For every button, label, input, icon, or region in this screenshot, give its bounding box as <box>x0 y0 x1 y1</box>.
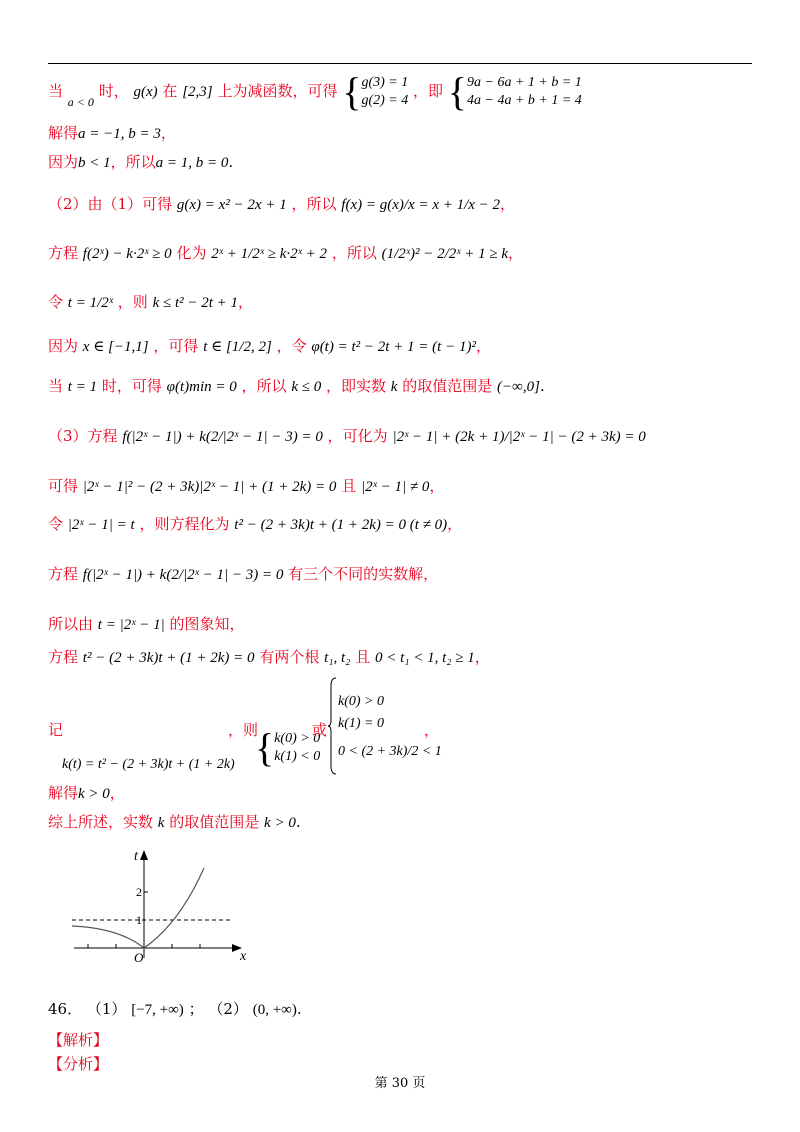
math: [−7, +∞) <box>131 1002 184 1018</box>
text: ，则 <box>228 721 259 739</box>
tag-jiexi: 【解析】 <box>48 1031 109 1049</box>
line-14: 方程 t² − (2 + 3k)t + (1 + 2k) = 0 有两个根 t₁, t₂ 且 0 < t₁ < 1, t₂ ≥ 1， <box>48 648 490 666</box>
math: f(|2ˣ − 1|) + k(2/|2ˣ − 1| − 3) = 0 <box>82 567 284 583</box>
math: g(2) = 4 <box>361 93 409 108</box>
line-7: 因为 x ∈ [−1,1] ，可得 t ∈ [1/2, 2] ，令 φ(t) = t² − 2t + 1 = (t − 1)²， <box>48 337 491 355</box>
text: 方程 <box>48 244 79 262</box>
text: ，即 <box>413 82 444 100</box>
text: ，则方程化为 <box>139 515 230 533</box>
math: g(3) = 1 <box>361 75 409 90</box>
text: 令 <box>48 293 64 311</box>
math: a < 0 <box>67 95 94 109</box>
page-footer: 第 30 页 <box>374 1076 426 1091</box>
math: t² − (2 + 3k)t + (1 + 2k) = 0 <box>82 650 255 666</box>
math: φ(t)min = 0 <box>166 379 237 395</box>
text: 可得 <box>48 477 79 495</box>
math: |2ˣ − 1|² − (2 + 3k)|2ˣ − 1| + (1 + 2k) = 0 <box>82 479 337 495</box>
system-1 <box>361 74 408 110</box>
math: k(0) > 0 <box>274 731 321 746</box>
text: 时， <box>98 82 129 100</box>
line-11: 令 |2ˣ − 1| = t ，则方程化为 t² − (2 + 3k)t + (1 + 2k) = 0 (t ≠ 0)， <box>48 515 463 533</box>
text: ； <box>188 1000 204 1018</box>
line-3: 因为b < 1，所以a = 1, b = 0. <box>48 153 234 171</box>
math: |2ˣ − 1| + (2k + 1)/|2ˣ − 1| − (2 + 3k) = 0 <box>392 429 646 445</box>
math: f(2ˣ) − k·2ˣ ≥ 0 <box>82 246 172 262</box>
x-axis-label: x <box>240 949 247 964</box>
brace-icon <box>328 676 338 776</box>
math: f(x) = g(x)/x = x + 1/x − 2 <box>341 197 501 213</box>
text: 化为 <box>176 244 207 262</box>
math: x ∈ [−1,1] <box>82 339 149 355</box>
y-axis-label: t <box>134 849 138 864</box>
function-graph <box>64 846 254 966</box>
text: 当 <box>48 377 64 395</box>
text: 解得 <box>48 784 79 802</box>
text: ，则 <box>117 293 148 311</box>
math-k-def: k(t) = t² − (2 + 3k)t + (1 + 2k) <box>62 757 235 772</box>
math: t₁, t₂ <box>324 650 351 666</box>
math: k ≤ 0 <box>291 379 322 395</box>
math: |2ˣ − 1| = t <box>67 517 135 533</box>
line-16: 解得k > 0， <box>48 784 125 802</box>
line-13 <box>48 614 245 635</box>
text: ，令 <box>276 337 307 355</box>
math: k <box>157 815 165 831</box>
math: k(1) = 0 <box>338 716 384 731</box>
text: 时，可得 <box>101 377 162 395</box>
math: t = |2ˣ − 1| <box>97 617 165 633</box>
math: k > 0 <box>264 815 296 831</box>
text: 的取值范围是 <box>402 377 493 395</box>
y-axis-arrow-icon <box>140 850 148 860</box>
text: ，即实数 <box>326 377 387 395</box>
math: [2,3] <box>182 84 213 100</box>
math: 0 < (2 + 3k)/2 < 1 <box>338 744 442 759</box>
question-46: 46． （1） [−7, +∞) ； （2） (0, +∞). <box>48 1000 302 1018</box>
text: 且 <box>341 477 357 495</box>
text: 令 <box>48 515 64 533</box>
text: 因为 <box>48 337 79 355</box>
math: k(0) > 0 <box>338 694 384 709</box>
line-4: （2）由（1）可得 g(x) = x² − 2x + 1 ，所以 f(x) = g(x)/x = x + 1/x − 2， <box>48 195 516 213</box>
math: 9a − 6a + 1 + b = 1 <box>467 75 582 90</box>
math: f(|2ˣ − 1|) + k(2/|2ˣ − 1| − 3) = 0 <box>122 429 323 445</box>
tag-fenxi: 【分析】 <box>48 1055 109 1073</box>
math: (1/2ˣ)² − 2/2ˣ + 1 ≥ k <box>381 246 509 262</box>
line-9 <box>48 426 646 447</box>
math: k <box>390 379 398 395</box>
math: b < 1 <box>78 155 111 171</box>
text: 因为 <box>48 153 79 171</box>
tick-label: 2 <box>136 885 142 899</box>
header-rule <box>48 63 752 64</box>
math: k(1) < 0 <box>274 749 321 764</box>
text: ，所以 <box>291 195 337 213</box>
math: g(x) <box>133 84 158 100</box>
text: 有两个根 <box>259 648 320 666</box>
text: 或 <box>312 721 328 739</box>
text: 的取值范围是 <box>169 813 260 831</box>
origin-label: O <box>134 950 144 965</box>
math: k > 0 <box>78 786 110 802</box>
math: a = −1, b = 3 <box>78 126 161 142</box>
math: t = 1/2ˣ <box>67 295 113 311</box>
text: （1） <box>86 1000 127 1018</box>
math: (0, +∞) <box>252 1002 297 1018</box>
question-number: 46． <box>48 1000 83 1018</box>
line-10: 可得 |2ˣ − 1|² − (2 + 3k)|2ˣ − 1| + (1 + 2k) = 0 且 |2ˣ − 1| ≠ 0， <box>48 477 445 495</box>
text: 在 <box>162 82 178 100</box>
text: 综上所述，实数 <box>48 813 154 831</box>
text: 方程 <box>48 565 79 583</box>
line-2: 解得a = −1, b = 3， <box>48 124 176 142</box>
text: （2） <box>208 1000 248 1018</box>
math: g(x) = x² − 2x + 1 <box>176 197 287 213</box>
math: |2ˣ − 1| ≠ 0 <box>360 479 430 495</box>
math: k ≤ t² − 2t + 1 <box>152 295 239 311</box>
text: ，所以 <box>241 377 287 395</box>
curve <box>72 868 204 948</box>
math: t = 1 <box>67 379 98 395</box>
line-12 <box>48 564 438 585</box>
math: 0 < t₁ < 1, t₂ ≥ 1 <box>374 650 475 666</box>
text: （2）由（1）可得 <box>48 195 173 213</box>
text: 的图象知， <box>169 615 245 633</box>
math: 2ˣ + 1/2ˣ ≥ k·2ˣ + 2 <box>211 246 328 262</box>
text: ，可得 <box>153 337 199 355</box>
text: 有三个不同的实数解， <box>288 565 439 583</box>
system-3: { k(0) > 0 k(1) < 0 <box>255 725 321 770</box>
math: t² − (2 + 3k)t + (1 + 2k) = 0 (t ≠ 0) <box>234 517 448 533</box>
line-17: 综上所述，实数 k 的取值范围是 k > 0. <box>48 813 301 831</box>
system-2 <box>467 74 582 110</box>
text: ，可化为 <box>327 427 388 445</box>
text: ，所以 <box>110 153 156 171</box>
math: 4a − 4a + b + 1 = 4 <box>467 93 582 108</box>
text: 且 <box>355 648 371 666</box>
math: a = 1, b = 0 <box>155 155 229 171</box>
line-1: 当 $_{a < 0}$ 时， g(x) 在 [2,3] 上为减函数，可得 { g(3) = 1 g(2) = 4 ，即 { 9a − 6a + 1 + b = 1 4a − 4a + b + 1 = 4 <box>48 69 582 114</box>
line-8: 当 t = 1 时，可得 φ(t)min = 0 ，所以 k ≤ 0 ，即实数 k 的取值范围是 (−∞,0]. <box>48 377 545 395</box>
text: 当 <box>48 82 64 100</box>
text: 解得 <box>48 124 79 142</box>
line-5: 方程 f(2ˣ) − k·2ˣ ≥ 0 化为 2ˣ + 1/2ˣ ≥ k·2ˣ + 2 ，所以 (1/2ˣ)² − 2/2ˣ + 1 ≥ k， <box>48 244 524 262</box>
math: (−∞,0] <box>497 379 540 395</box>
text: 上为减函数，可得 <box>217 82 338 100</box>
math: t ∈ [1/2, 2] <box>203 339 272 355</box>
tick-label: 1 <box>136 913 142 927</box>
line-15-label: 记 <box>48 721 64 739</box>
text: 方程 <box>48 648 79 666</box>
math: φ(t) = t² − 2t + 1 = (t − 1)² <box>311 339 476 355</box>
text: ，所以 <box>331 244 377 262</box>
line-6: 令 t = 1/2ˣ ，则 k ≤ t² − 2t + 1， <box>48 293 254 311</box>
text: （3）方程 <box>48 427 118 445</box>
text: 所以由 <box>48 615 94 633</box>
